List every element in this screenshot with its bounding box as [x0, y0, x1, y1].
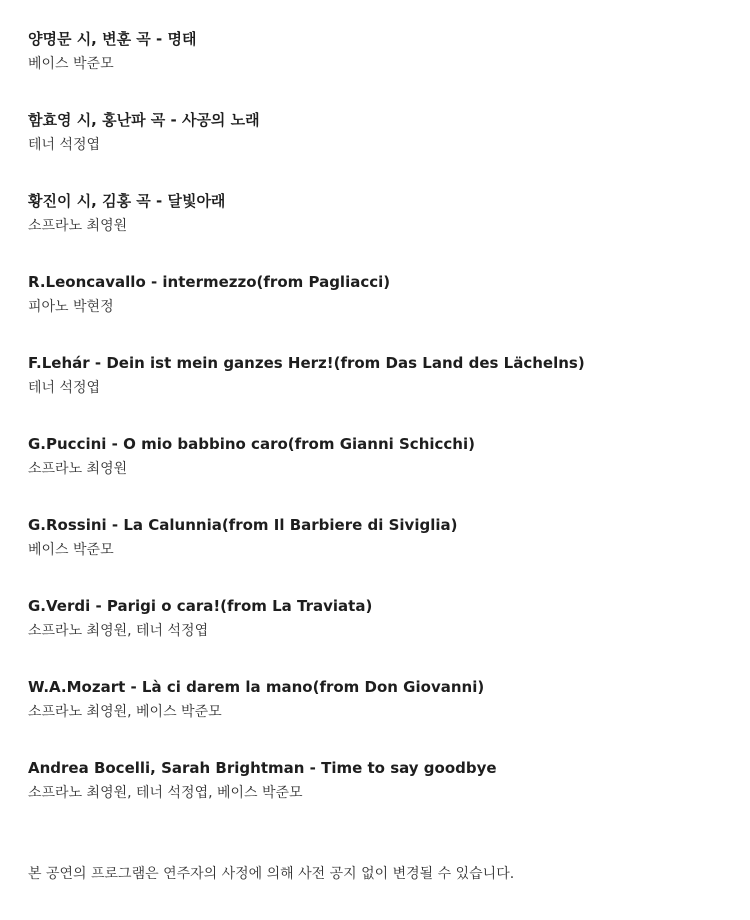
program-item [28, 756, 750, 837]
program-item [28, 270, 750, 351]
program-item [28, 513, 750, 594]
performer: 테너 석정엽 [28, 137, 101, 153]
piece-title: R.Leoncavallo - intermezzo(from Pagliacci) [28, 273, 391, 291]
program-item [28, 432, 750, 513]
performer: 피아노 박현정 [28, 299, 114, 315]
piece-title: G.Verdi - Parigi o cara!(from La Traviata) [28, 597, 373, 615]
program-item [28, 189, 750, 270]
program-change-notice: 본 공연의 프로그램은 연주자의 사정에 의해 사전 공지 없이 변경될 수 있습니다. [28, 866, 515, 882]
performer: 소프라노 최영원, 테너 석정엽, 베이스 박준모 [28, 785, 303, 801]
piece-title: 함효영 시, 홍난파 곡 - 사공의 노래 [28, 111, 260, 129]
piece-title: G.Rossini - La Calunnia(from Il Barbiere di Siviglia) [28, 516, 458, 534]
performer: 베이스 박준모 [28, 56, 114, 72]
performer: 소프라노 최영원, 테너 석정엽 [28, 623, 209, 639]
piece-title: 황진이 시, 김홍 곡 - 달빛아래 [28, 192, 226, 210]
performer: 소프라노 최영원 [28, 218, 128, 234]
performer: 소프라노 최영원 [28, 461, 128, 477]
program-item [28, 351, 750, 432]
program-item [28, 594, 750, 675]
performer: 소프라노 최영원, 베이스 박준모 [28, 704, 222, 720]
program-item [28, 27, 750, 108]
program-item [28, 675, 750, 756]
piece-title: Andrea Bocelli, Sarah Brightman - Time to say goodbye [28, 759, 497, 777]
piece-title: F.Lehár - Dein ist mein ganzes Herz!(from Das Land des Lächelns) [28, 354, 585, 372]
piece-title: 양명문 시, 변훈 곡 - 명태 [28, 30, 197, 48]
program-item [28, 108, 750, 189]
performer: 테너 석정엽 [28, 380, 101, 396]
piece-title: G.Puccini - O mio babbino caro(from Gianni Schicchi) [28, 435, 475, 453]
piece-title: W.A.Mozart - Là ci darem la mano(from Don Giovanni) [28, 678, 485, 696]
performer: 베이스 박준모 [28, 542, 114, 558]
